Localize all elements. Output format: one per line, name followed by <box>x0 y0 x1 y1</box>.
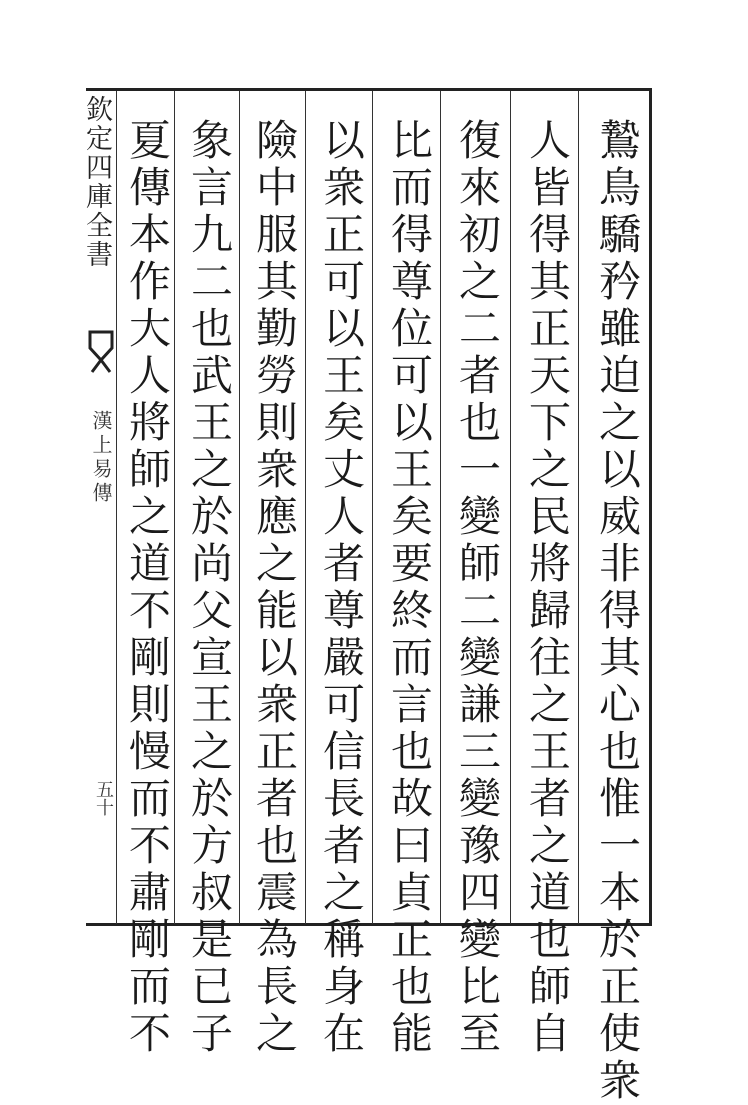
column-divider <box>440 91 441 924</box>
fish-tail-mark-icon <box>88 328 114 376</box>
text-column-4: 比而得尊位可以王矣要終而言也故曰貞正也能 <box>385 118 434 1058</box>
column-divider <box>239 91 240 924</box>
text-column-8: 夏傳本作大人將師之道不剛則慢而不肅剛而不 <box>123 118 172 1058</box>
section-title: 漢上易傳 <box>89 410 113 506</box>
column-divider <box>116 91 117 924</box>
column-divider <box>305 91 306 924</box>
text-column-2: 人皆得其正天下之民將歸往之王者之道也師自 <box>523 118 572 1058</box>
text-column-5: 以衆正可以王矣丈人者尊嚴可信長者之稱身在 <box>317 118 366 1058</box>
column-divider <box>578 91 579 924</box>
text-column-7: 象言九二也武王之於尚父宣王之於方叔是已子 <box>185 118 234 1058</box>
text-column-3: 復來初之二者也一變師二變謙三變豫四變比至 <box>453 118 502 1058</box>
book-title: 欽定四庫全書 <box>81 95 112 269</box>
text-column-1: 鷙鳥驕矜雖迫之以威非得其心也惟一本於正使衆 <box>593 118 642 1105</box>
text-column-6: 險中服其勤勞則衆應之能以衆正者也震為長之 <box>250 118 299 1058</box>
page-number: 五十 <box>93 780 114 816</box>
column-divider <box>510 91 511 924</box>
column-divider <box>372 91 373 924</box>
